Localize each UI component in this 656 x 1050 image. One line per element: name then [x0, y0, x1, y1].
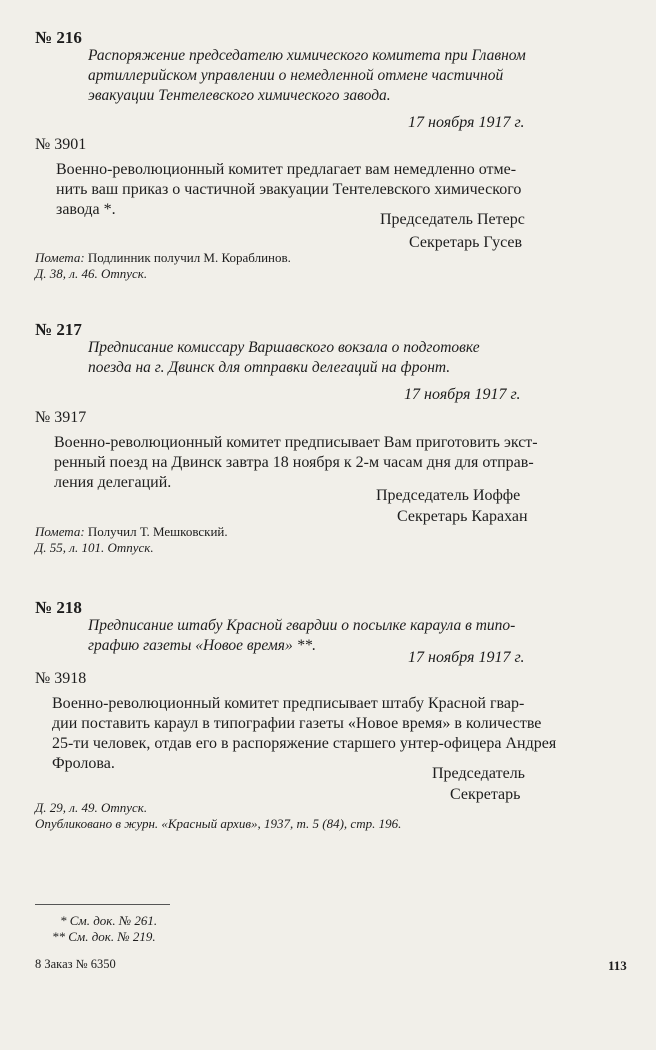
body-line: завода *. [56, 201, 116, 218]
publication-reference: Опубликовано в журн. «Красный архив», 1937, т. 5 (84), стр. 196. [35, 816, 402, 831]
title-line: Предписание комиссару Варшавского вокзала о подготовке [88, 339, 480, 356]
signature-chair: Председатель Иоффе [376, 487, 521, 504]
title-line: эвакуации Тентелевского химического завода. [88, 87, 391, 104]
signature-chair: Председатель [432, 765, 525, 782]
doc-number: № 216 [35, 28, 82, 47]
doc-date: 17 ноября 1917 г. [408, 649, 525, 666]
doc-number: № 218 [35, 598, 82, 617]
archive-reference: Д. 38, л. 46. Отпуск. [35, 266, 148, 281]
doc-date: 17 ноября 1917 г. [408, 114, 525, 131]
note-label: Помета: [35, 250, 85, 265]
body-line: Военно-революционный комитет предлагает вам немедленно отме- [56, 161, 517, 178]
title-line: Распоряжение председателю химического комитета при Главном [88, 47, 526, 64]
doc-title [88, 46, 526, 106]
doc-body [52, 694, 556, 774]
doc-number: № 217 [35, 320, 82, 339]
note-label: Помета: [35, 524, 85, 539]
body-line: нить ваш приказ о частичной эвакуации Тентелевского химического [56, 181, 522, 198]
note-text: Подлинник получил М. Кораблинов. [87, 250, 291, 265]
page-number: 113 [608, 958, 627, 973]
footnote: * См. док. № 261. [60, 913, 158, 928]
print-order-info: 8 Заказ № 6350 [35, 957, 116, 971]
title-line: поезда на г. Двинск для отправки делегаций на фронт. [88, 359, 451, 376]
archival-note [35, 524, 228, 540]
doc-date: 17 ноября 1917 г. [404, 386, 521, 403]
signature-secretary: Секретарь [450, 786, 521, 803]
body-line: 25-ти человек, отдав его в распоряжение старшего унтер-офицера Андрея [52, 735, 557, 752]
ref-number: № 3901 [35, 136, 87, 153]
signature-secretary: Секретарь Гусев [409, 234, 523, 251]
body-line: ренный поезд на Двинск завтра 18 ноября к 2-м часам дня для отправ- [54, 454, 534, 471]
ref-number: № 3918 [35, 670, 87, 687]
archive-reference: Д. 29, л. 49. Отпуск. [35, 800, 148, 815]
title-line: графию газеты «Новое время» **. [88, 637, 316, 654]
doc-body [54, 433, 538, 493]
body-line: ления делегаций. [54, 474, 172, 491]
note-text: Получил Т. Мешковский. [87, 524, 228, 539]
signature-chair: Председатель Петерс [380, 211, 525, 228]
doc-title [88, 338, 480, 378]
title-line: артиллерийском управлении о немедленной отмене частичной [88, 67, 504, 84]
ref-number: № 3917 [35, 409, 87, 426]
body-line: Военно-революционный комитет предписывает Вам приготовить экст- [54, 434, 538, 451]
archive-reference: Д. 55, л. 101. Отпуск. [35, 540, 154, 555]
footnote-divider [35, 904, 170, 905]
body-line: Фролова. [52, 755, 115, 772]
archival-note [35, 250, 291, 266]
body-line: дии поставить караул в типографии газеты «Новое время» в количестве [52, 715, 542, 732]
title-line: Предписание штабу Красной гвардии о посылке караула в типо- [88, 617, 516, 634]
signature-secretary: Секретарь Карахан [397, 508, 528, 525]
body-line: Военно-революционный комитет предписывает штабу Красной гвар- [52, 695, 525, 712]
footnote: ** См. док. № 219. [52, 929, 156, 944]
